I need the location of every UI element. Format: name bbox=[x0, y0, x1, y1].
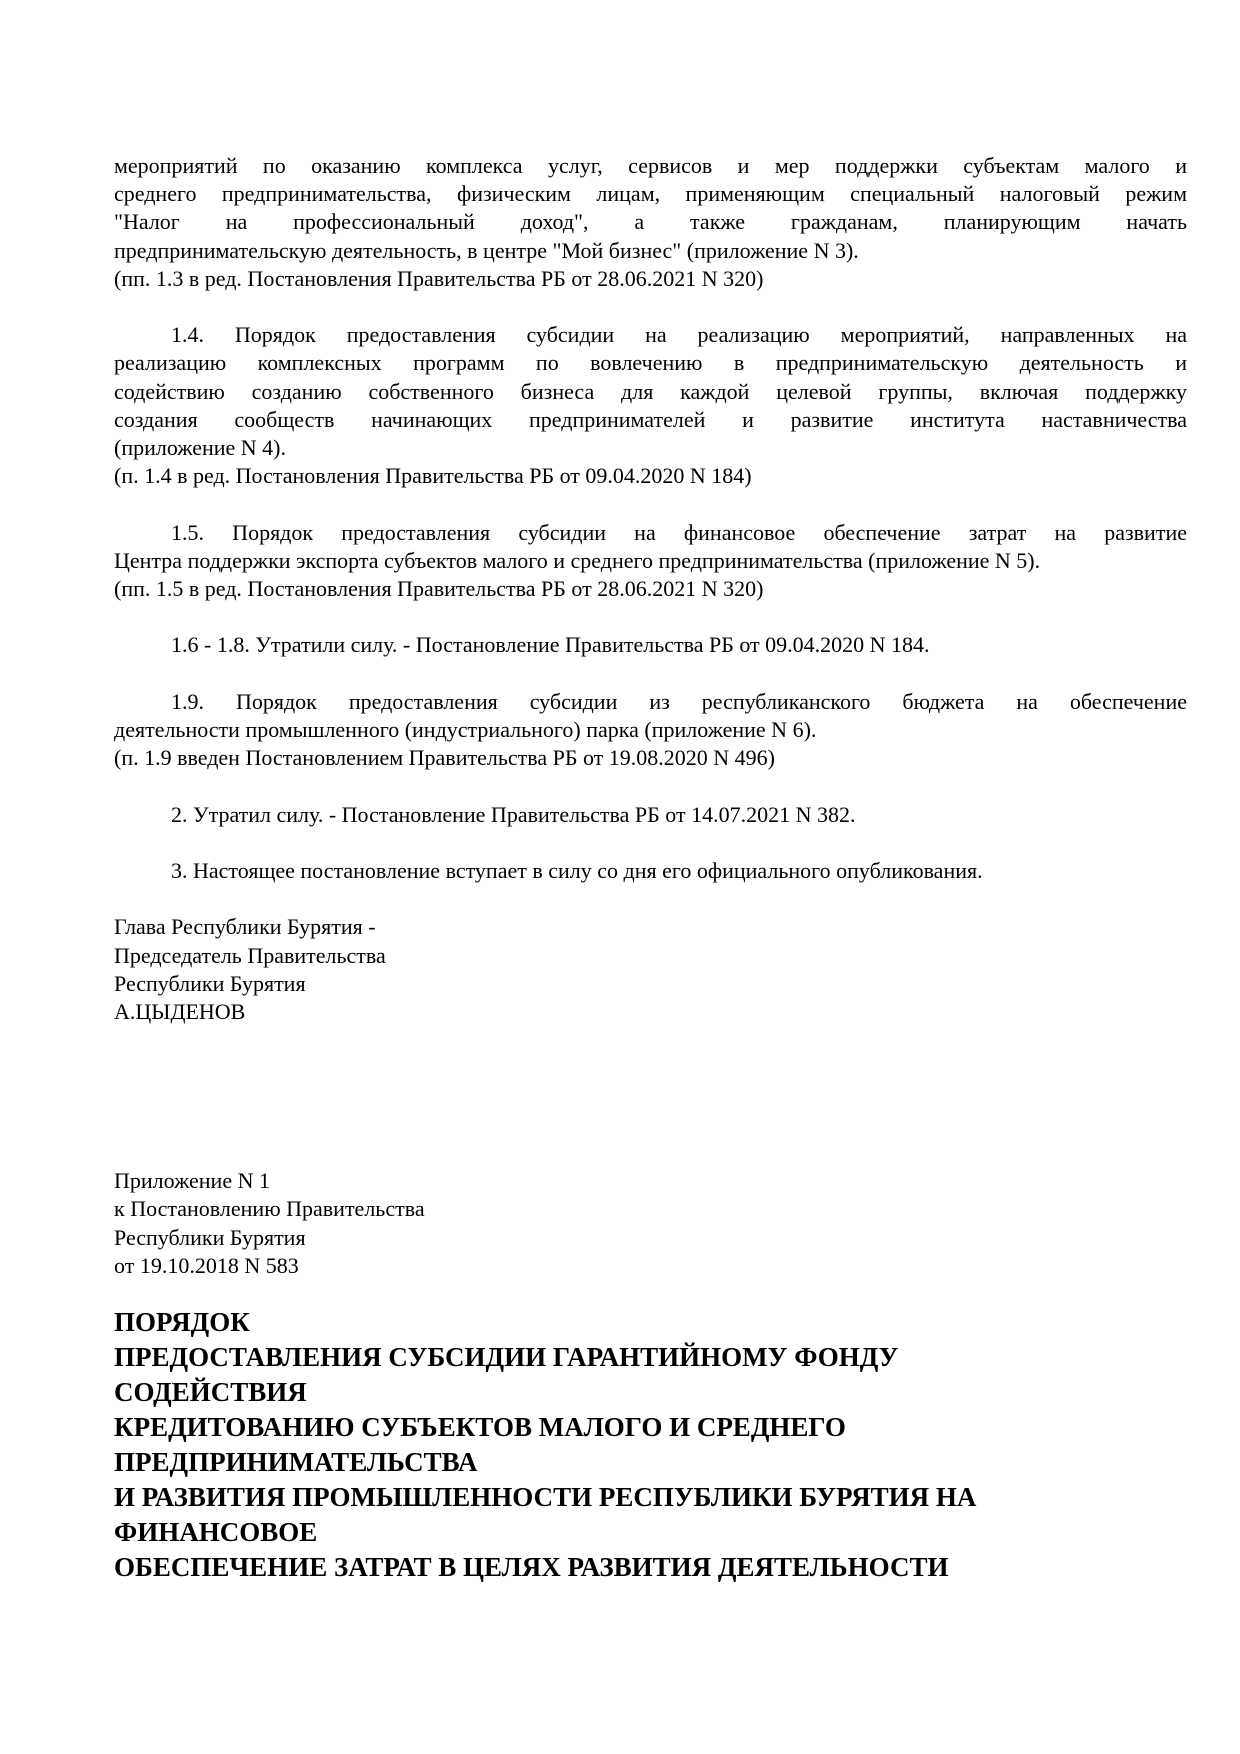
text-line: среднего предпринимательства, физическим лицам, применяющим специальный налоговый режим bbox=[114, 181, 1187, 207]
text-line: (пп. 1.3 в ред. Постановления Правительства РБ от 28.06.2021 N 320) bbox=[114, 265, 764, 291]
text-line: А.ЦЫДЕНОВ bbox=[114, 998, 246, 1024]
text-line: от 19.10.2018 N 583 bbox=[114, 1252, 299, 1278]
text-line: предпринимательскую деятельность, в центре "Мой бизнес" (приложение N 3). bbox=[114, 237, 859, 263]
text-line: "Налог на профессиональный доход", а также гражданам, планирующим начать bbox=[114, 209, 1187, 235]
paragraph-1-6-1-8 bbox=[114, 631, 1187, 659]
text-line: к Постановлению Правительства bbox=[114, 1196, 425, 1222]
text-line: КРЕДИТОВАНИЮ СУБЪЕКТОВ МАЛОГО И СРЕДНЕГО bbox=[114, 1412, 846, 1442]
text-line: ПРЕДОСТАВЛЕНИЯ СУБСИДИИ ГАРАНТИЙНОМУ ФОНДУ bbox=[114, 1342, 899, 1372]
paragraph-1-9 bbox=[114, 688, 1187, 773]
text-line: И РАЗВИТИЯ ПРОМЫШЛЕННОСТИ РЕСПУБЛИКИ БУРЯТИЯ НА bbox=[114, 1482, 977, 1512]
text-line: ПОРЯДОК bbox=[114, 1307, 250, 1337]
text-line: ОБЕСПЕЧЕНИЕ ЗАТРАТ В ЦЕЛЯХ РАЗВИТИЯ ДЕЯТЕЛЬНОСТИ bbox=[114, 1552, 949, 1582]
text-line: Республики Бурятия bbox=[114, 970, 306, 996]
paragraph-1-5 bbox=[114, 519, 1187, 604]
text-line: мероприятий по оказанию комплекса услуг, сервисов и мер поддержки субъектам малого и bbox=[114, 153, 1187, 178]
text-line: ФИНАНСОВОЕ bbox=[114, 1517, 318, 1547]
paragraph-3 bbox=[114, 857, 1187, 885]
text-line: Республики Бурятия bbox=[114, 1224, 306, 1250]
appendix-header bbox=[114, 1167, 1187, 1280]
text-line: 1.6 - 1.8. Утратили силу. - Постановление Правительства РБ от 09.04.2020 N 184. bbox=[171, 632, 930, 658]
text-line: 1.4. Порядок предоставления субсидии на реализацию мероприятий, направленных на bbox=[171, 322, 1187, 348]
text-line: (п. 1.9 введен Постановлением Правительства РБ от 19.08.2020 N 496) bbox=[114, 745, 775, 771]
document-page bbox=[114, 152, 1187, 1585]
text-line: СОДЕЙСТВИЯ bbox=[114, 1377, 307, 1407]
text-line: (п. 1.4 в ред. Постановления Правительства РБ от 09.04.2020 N 184) bbox=[114, 463, 752, 489]
text-line: деятельности промышленного (индустриального) парка (приложение N 6). bbox=[114, 717, 817, 742]
text-line: 3. Настоящее постановление вступает в силу со дня его официального опубликования. bbox=[171, 857, 983, 883]
text-line: Приложение N 1 bbox=[114, 1168, 270, 1194]
text-line: 1.5. Порядок предоставления субсидии на финансовое обеспечение затрат на развитие bbox=[171, 519, 1187, 545]
text-line: ПРЕДПРИНИМАТЕЛЬСТВА bbox=[114, 1447, 478, 1477]
text-line: 2. Утратил силу. - Постановление Правительства РБ от 14.07.2021 N 382. bbox=[171, 801, 856, 827]
signature-block bbox=[114, 913, 1187, 1026]
text-line: Центра поддержки экспорта субъектов малого и среднего предпринимательства (приложение N 5). bbox=[114, 547, 1041, 573]
text-line: Председатель Правительства bbox=[114, 942, 386, 968]
text-line: содействию созданию собственного бизнеса для каждой целевой группы, включая поддержку bbox=[114, 378, 1187, 404]
document-title bbox=[114, 1305, 1187, 1585]
text-line: реализацию комплексных программ по вовлечению в предпринимательскую деятельность и bbox=[114, 350, 1187, 376]
text-line: создания сообществ начинающих предпринимателей и развитие института наставничества bbox=[114, 406, 1187, 432]
paragraph-2 bbox=[114, 801, 1187, 829]
paragraph-1-3-amendment bbox=[114, 152, 1187, 293]
text-line: 1.9. Порядок предоставления субсидии из республиканского бюджета на обеспечение bbox=[171, 688, 1187, 714]
text-line: (приложение N 4). bbox=[114, 435, 287, 461]
text-line: (пп. 1.5 в ред. Постановления Правительства РБ от 28.06.2021 N 320) bbox=[114, 576, 764, 602]
text-line: Глава Республики Бурятия - bbox=[114, 914, 376, 940]
paragraph-1-4 bbox=[114, 321, 1187, 490]
